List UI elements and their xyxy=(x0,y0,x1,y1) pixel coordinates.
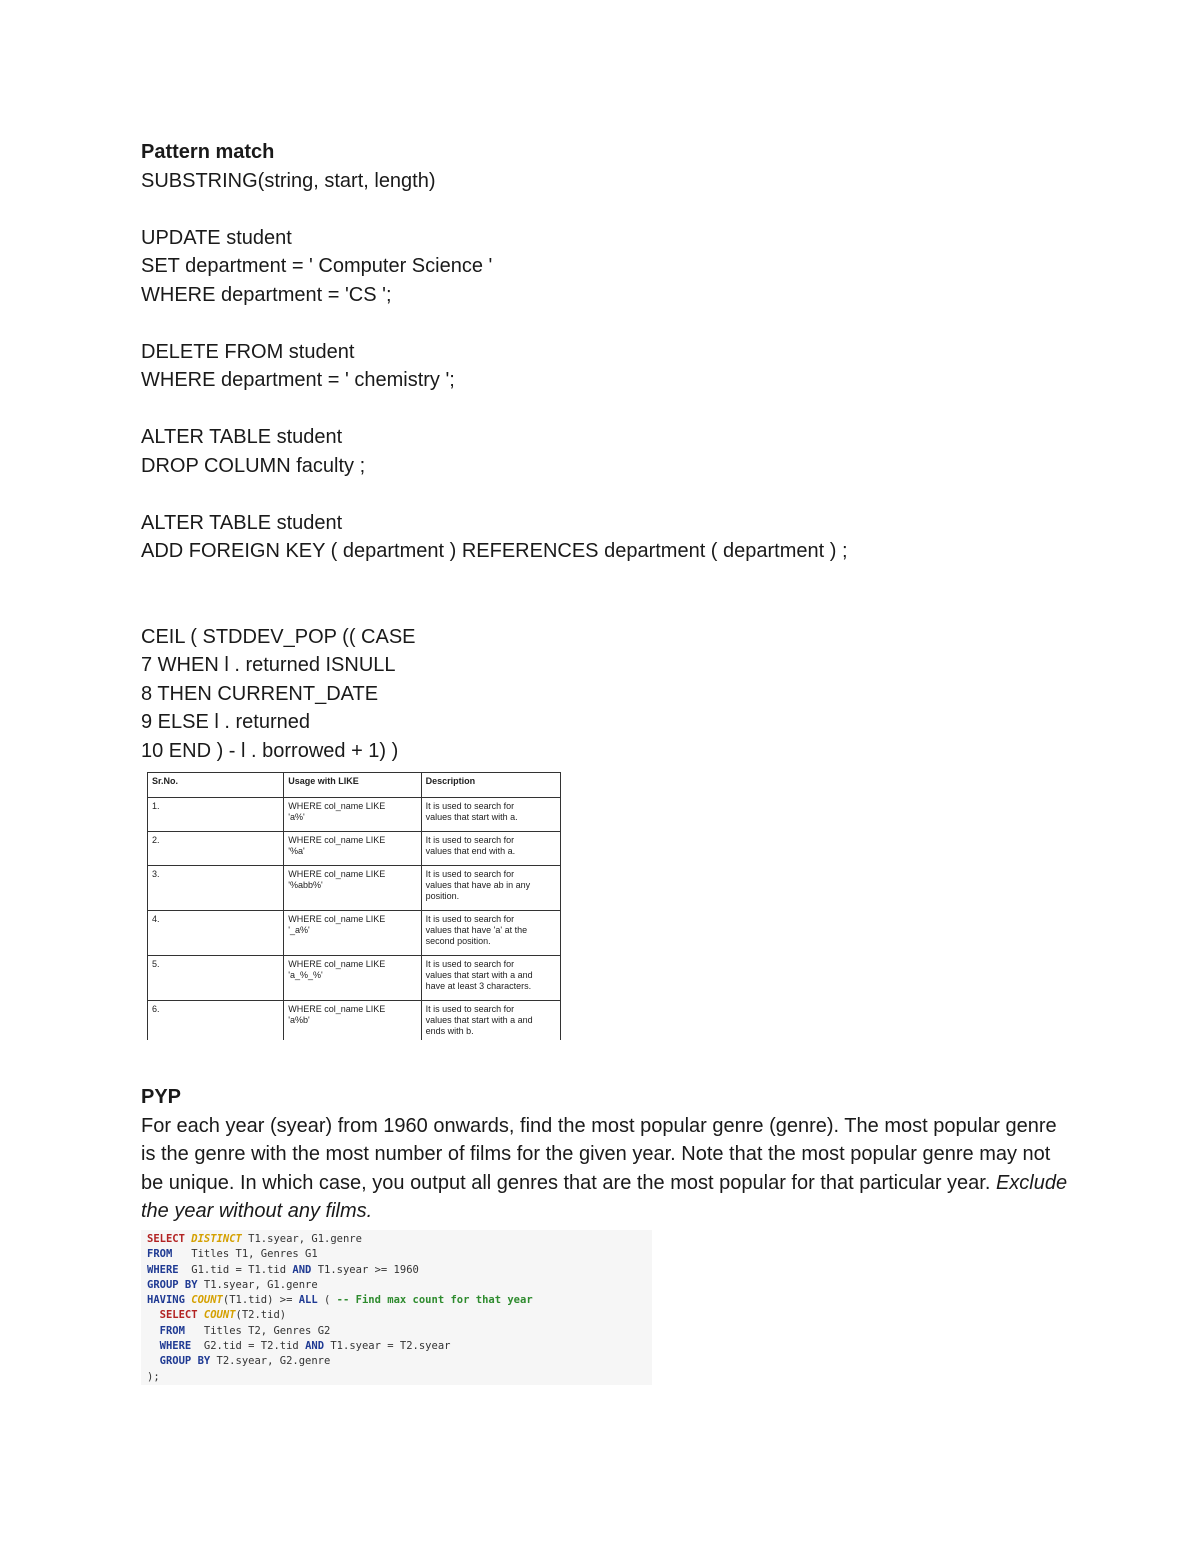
like-usage-table xyxy=(147,772,561,1040)
note-line: WHERE department = ' chemistry '; xyxy=(141,369,455,391)
table-header: Sr.No. xyxy=(148,773,284,798)
code-line: SELECT COUNT(T2.tid) xyxy=(147,1309,287,1322)
note-line: ADD FOREIGN KEY ( department ) REFERENCES department ( department ) ; xyxy=(141,540,848,562)
note-line: ALTER TABLE student xyxy=(141,511,343,534)
pyp-section xyxy=(141,1083,1076,1226)
table-cell: WHERE col_name LIKE 'a_%_%' xyxy=(284,956,421,1001)
code-line: SELECT DISTINCT T1.syear, G1.genre xyxy=(147,1233,362,1245)
code-line: WHERE G2.tid = T2.tid AND T1.syear = T2.syear xyxy=(147,1340,451,1353)
table-row xyxy=(148,798,561,832)
code-line: FROM Titles T1, Genres G1 xyxy=(147,1248,318,1261)
table-cell: WHERE col_name LIKE '%abb%' xyxy=(284,866,421,911)
table-row xyxy=(148,956,561,1001)
note-line: 10 END ) - l . borrowed + 1) ) xyxy=(141,739,399,762)
code-line: ); xyxy=(147,1370,160,1383)
table-cell: WHERE col_name LIKE 'a%' xyxy=(284,798,421,832)
question-body: For each year (syear) from 1960 onwards, find the most popular genre (genre). The most popular genre is the genre with the most number of films for the given year. Note that the most popular genre may not be unique. In which case, you output all genres that are the most popular for that particular year. xyxy=(141,1114,1057,1194)
note-line: 7 WHEN l . returned ISNULL xyxy=(141,654,396,676)
table-row xyxy=(148,832,561,866)
table-header: Description xyxy=(421,773,560,798)
table-cell: 2. xyxy=(148,832,284,866)
table-cell: It is used to search for values that start with a. xyxy=(421,798,560,832)
code-line: GROUP BY T2.syear, G2.genre xyxy=(147,1355,331,1368)
code-line: WHERE G1.tid = T1.tid AND T1.syear >= 1960 xyxy=(147,1263,419,1276)
note-line: ALTER TABLE student xyxy=(141,426,343,448)
table-cell: WHERE col_name LIKE 'a%b' xyxy=(284,1001,421,1041)
table-cell: 6. xyxy=(148,1001,284,1041)
table-cell: 1. xyxy=(148,798,284,832)
note-line: 9 ELSE l . returned xyxy=(141,711,310,733)
table-cell: It is used to search for values that start with a and have at least 3 characters. xyxy=(421,956,560,1001)
table-row xyxy=(148,866,561,911)
code-line: FROM Titles T2, Genres G2 xyxy=(147,1324,331,1337)
table-cell: 5. xyxy=(148,956,284,1001)
sql-code-block xyxy=(141,1230,652,1385)
note-line: SUBSTRING(string, start, length) xyxy=(141,169,436,192)
note-line: DELETE FROM student xyxy=(141,340,355,363)
note-line: 8 THEN CURRENT_DATE xyxy=(141,682,379,705)
question-note: Exclude the year without any films. xyxy=(141,1171,1068,1222)
table-cell: It is used to search for values that have ab in any position. xyxy=(421,866,560,911)
note-line: DROP COLUMN faculty ; xyxy=(141,454,366,477)
code-line: HAVING COUNT(T1.tid) >= ALL ( -- Find max count for that year xyxy=(147,1294,533,1307)
table-row xyxy=(148,1001,561,1041)
note-line: CEIL ( STDDEV_POP (( CASE xyxy=(141,625,416,648)
table-cell: 3. xyxy=(148,866,284,911)
code-line: GROUP BY T1.syear, G1.genre xyxy=(147,1278,318,1291)
table-cell: It is used to search for values that start with a and ends with b. xyxy=(421,1001,560,1041)
note-line: WHERE department = 'CS '; xyxy=(141,283,392,306)
section-heading: PYP xyxy=(141,1086,182,1108)
notes-section xyxy=(141,138,1071,765)
table-cell: It is used to search for values that end with a. xyxy=(421,832,560,866)
table-row xyxy=(148,911,561,956)
note-line: SET department = ' Computer Science ' xyxy=(141,255,493,277)
table-cell: 4. xyxy=(148,911,284,956)
table-cell: WHERE col_name LIKE '_a%' xyxy=(284,911,421,956)
section-heading: Pattern match xyxy=(141,141,275,163)
table-header: Usage with LIKE xyxy=(284,773,421,798)
question-text xyxy=(141,1112,1076,1226)
table-cell: It is used to search for values that have 'a' at the second position. xyxy=(421,911,560,956)
note-line: UPDATE student xyxy=(141,226,292,249)
table-cell: WHERE col_name LIKE '%a' xyxy=(284,832,421,866)
